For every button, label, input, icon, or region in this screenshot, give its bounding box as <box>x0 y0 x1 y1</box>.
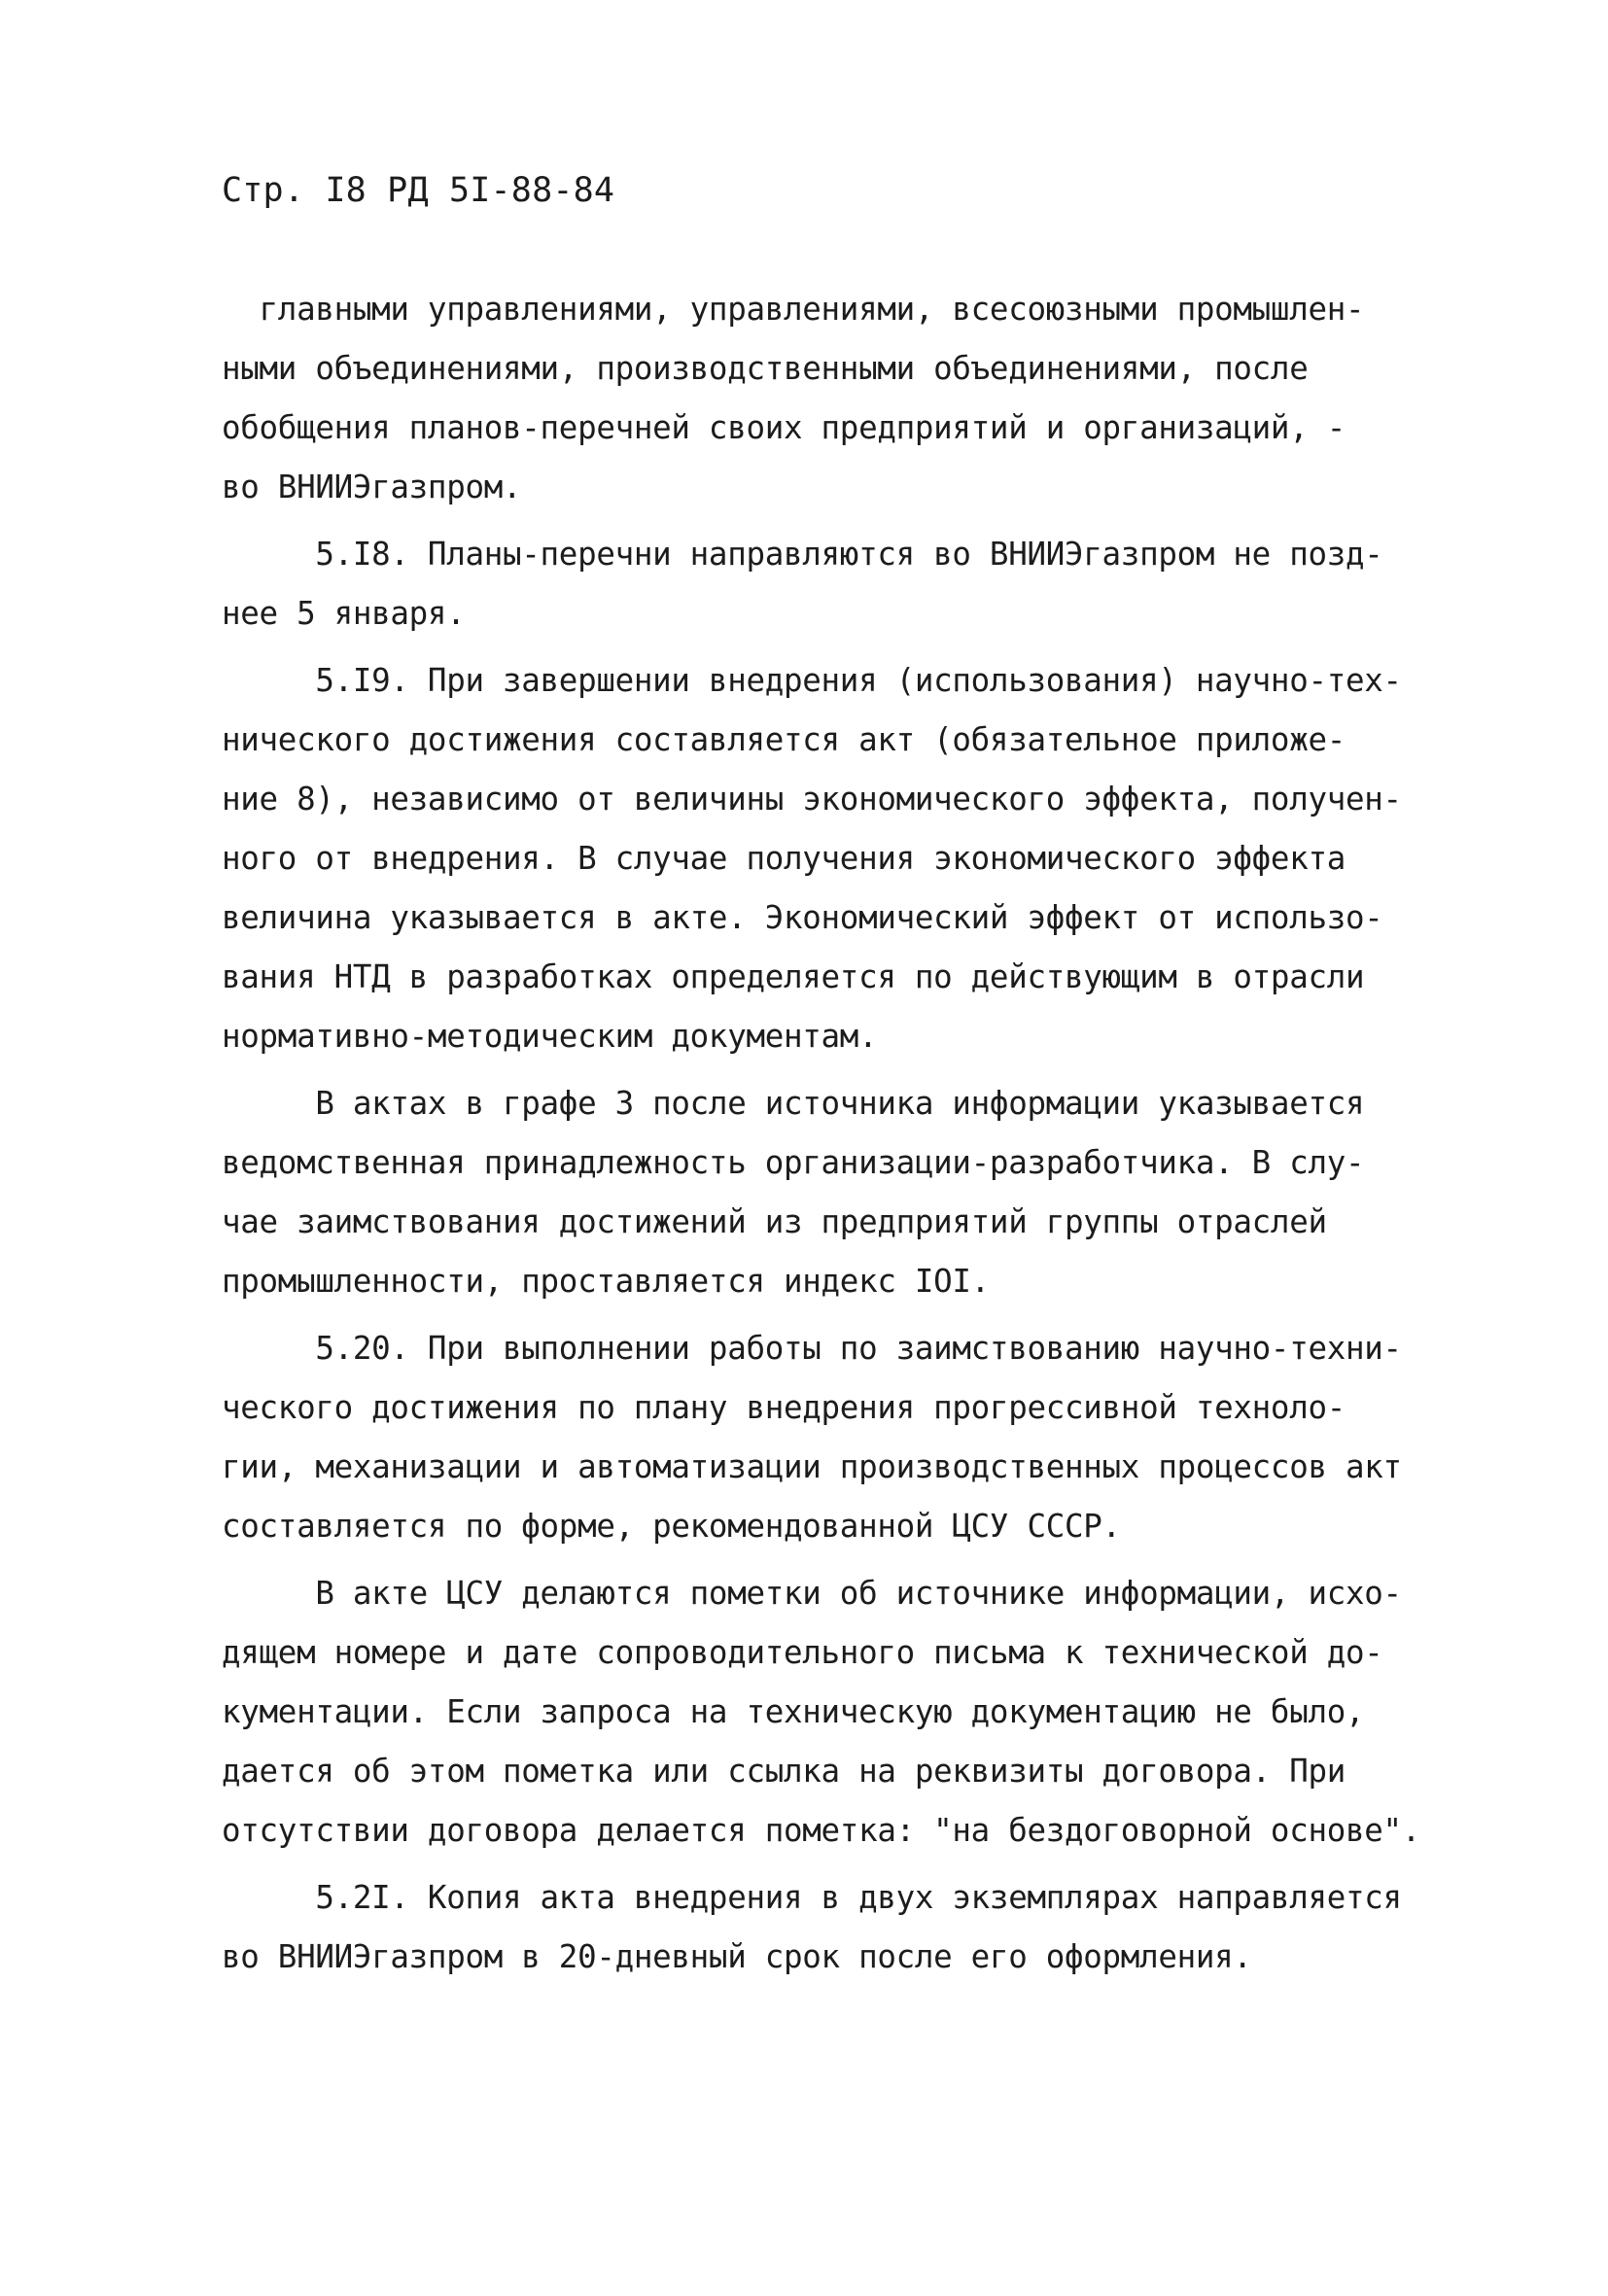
text-line: во ВНИИЭгазпром в 20-дневный срок после его оформления. <box>222 1938 1252 1975</box>
text-line: ние 8), независимо от величины экономического эффекта, получен- <box>222 781 1402 818</box>
text-line: главными управлениями, управлениями, всесоюзными промышлен- <box>222 291 1365 328</box>
paragraph-gap <box>222 1556 1398 1564</box>
text-line: 5.2I. Копия акта внедрения в двух экземплярах направляется <box>222 1879 1402 1916</box>
text-line: 5.I9. При завершении внедрения (использования) научно-тех- <box>222 662 1402 699</box>
paragraph-gap <box>222 644 1398 651</box>
text-line: В актах в графе 3 после источника информации указывается <box>222 1085 1365 1122</box>
text-line: ведомственная принадлежность организации-разработчика. В слу- <box>222 1144 1365 1181</box>
paragraph-gap <box>222 1861 1398 1868</box>
page-running-title: Стр. I8 РД 5I-88-84 <box>222 171 615 210</box>
text-line: величина указывается в акте. Экономический эффект от использо- <box>222 899 1383 936</box>
text-line: нического достижения составляется акт (обязательное приложе- <box>222 721 1346 758</box>
text-line: ческого достижения по плану внедрения прогрессивной техноло- <box>222 1389 1346 1426</box>
text-line: В акте ЦСУ делаются пометки об источнике информации, исхо- <box>222 1575 1402 1612</box>
text-line: во ВНИИЭгазпром. <box>222 469 522 505</box>
document-body <box>222 280 1421 1987</box>
text-line: дается об этом пометка или ссылка на реквизиты договора. При <box>222 1753 1346 1790</box>
text-line: вания НТД в разработках определяется по действующим в отрасли <box>222 958 1365 995</box>
text-line: 5.20. При выполнении работы по заимствованию научно-техни- <box>222 1330 1402 1367</box>
text-line: 5.I8. Планы-перечни направляются во ВНИИЭгазпром не позд- <box>222 536 1383 573</box>
paragraph-gap <box>222 1311 1398 1319</box>
text-line: дящем номере и дате сопроводительного письма к технической до- <box>222 1634 1383 1671</box>
paragraph-gap <box>222 1066 1398 1074</box>
text-line: чае заимствования достижений из предприятий группы отраслей <box>222 1203 1327 1240</box>
text-line: отсутствии договора делается пометка: "на бездоговорной основе". <box>222 1812 1421 1849</box>
text-line: нормативно-методическим документам. <box>222 1018 878 1055</box>
text-line: ными объединениями, производственными объединениями, после <box>222 350 1309 387</box>
text-line: кументации. Если запроса на техническую документацию не было, <box>222 1693 1365 1730</box>
paragraph-gap <box>222 517 1398 525</box>
text-line: нее 5 января. <box>222 595 466 632</box>
text-line: гии, механизации и автоматизации производственных процессов акт <box>222 1448 1402 1485</box>
text-line: составляется по форме, рекомендованной ЦСУ СССР. <box>222 1508 1121 1545</box>
text-line: обобщения планов-перечней своих предприятий и организаций, - <box>222 409 1346 446</box>
text-line: промышленности, проставляется индекс IOI. <box>222 1263 990 1300</box>
text-line: ного от внедрения. В случае получения экономического эффекта <box>222 840 1346 877</box>
